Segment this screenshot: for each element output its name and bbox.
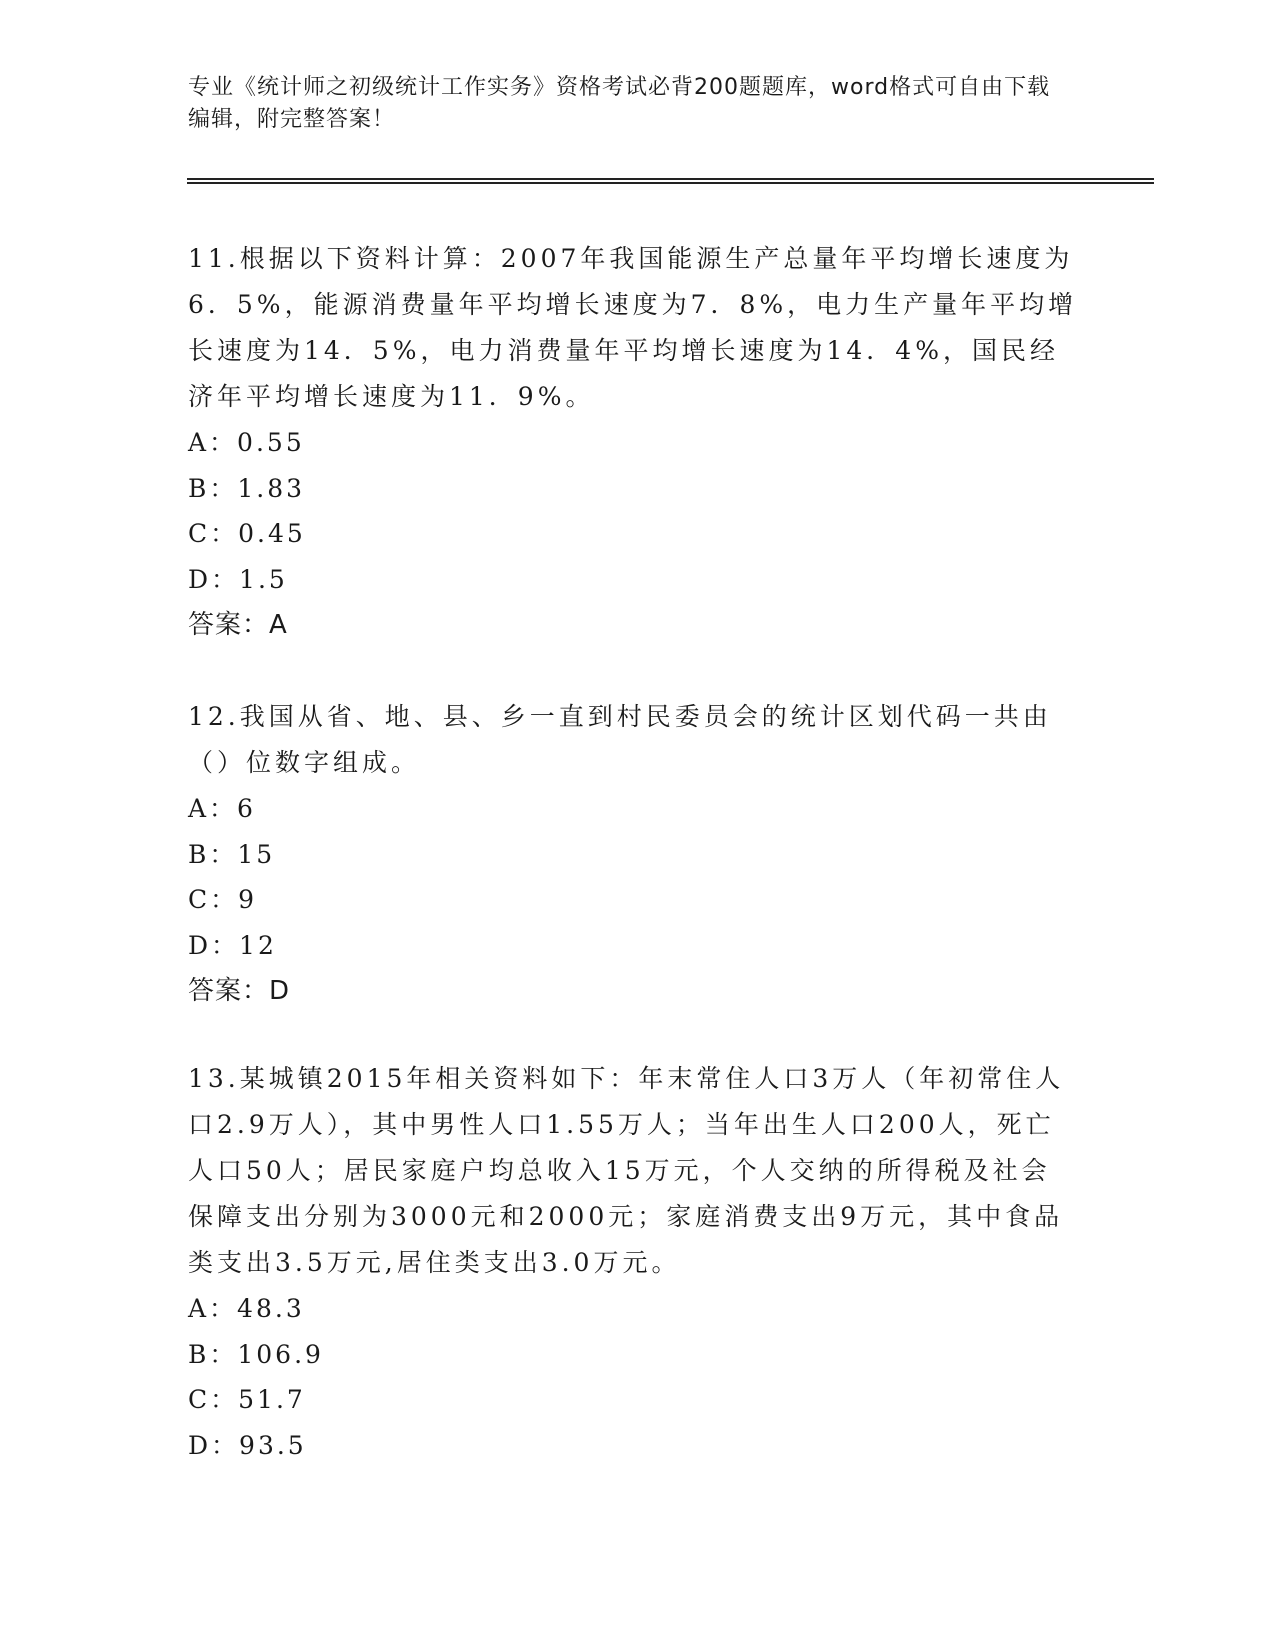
option-b: B：1.83 [188, 473, 306, 503]
option-d: D：1.5 [188, 564, 288, 594]
answer: 答案：D [188, 976, 291, 1006]
option-b: B：106.9 [188, 1339, 324, 1369]
header-text: 专业《统计师之初级统计工作实务》资格考试必背200题题库，word格式可自由下载编辑，附完整答案！ [188, 75, 1051, 132]
question-stem: 12.我国从省、地、县、乡一直到村民委员会的统计区划代码一共由（）位数字组成。 [188, 702, 1052, 777]
option-b: B：15 [188, 839, 276, 869]
question-13 [188, 1056, 1078, 1468]
option-a: A：0.55 [188, 428, 305, 457]
header-divider [187, 178, 1154, 184]
question-11 [188, 236, 1078, 648]
question-stem: 13.某城镇2015年相关资料如下：年末常住人口3万人（年初常住人口2.9万人），其中男性人口1.55万人；当年出生人口200人，死亡人口50人；居民家庭户均总收入15万元，个人交纳的所得税及社会保障支出分别为3000元和2000元；家庭消费支出9万元，其中食品类支出3.5万元,居住类支出3.0万元。 [188, 1064, 1065, 1277]
option-c: C：9 [188, 885, 258, 914]
option-a: A：48.3 [188, 1294, 305, 1323]
question-stem: 11.根据以下资料计算：2007年我国能源生产总量年平均增长速度为6．5%，能源消费量年平均增长速度为7．8%，电力生产量年平均增长速度为14．5%，电力消费量年平均增长速度为14．4%，国民经济年平均增长速度为11．9%。 [188, 244, 1078, 411]
answer: 答案：A [188, 610, 288, 640]
option-d: D：93.5 [188, 1430, 307, 1460]
document-header [188, 72, 1068, 136]
question-12 [188, 694, 1078, 1014]
option-c: C：0.45 [188, 519, 306, 548]
option-a: A：6 [188, 794, 256, 823]
option-d: D：12 [188, 930, 277, 960]
option-c: C：51.7 [188, 1385, 306, 1414]
